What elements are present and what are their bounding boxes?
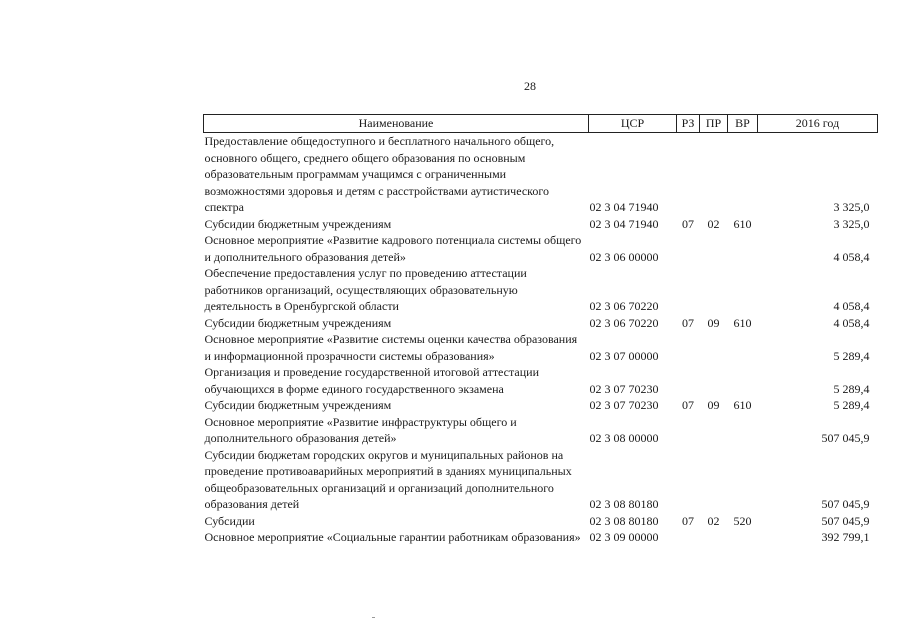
row-pr: 02 <box>707 513 720 528</box>
row-amount: 4 058,4 <box>833 315 870 330</box>
row-name: Основное мероприятие «Развитие инфраструктуры общего и дополнительного образования детей» <box>204 414 517 445</box>
row-pr: 09 <box>707 315 720 330</box>
row-vr <box>728 529 758 546</box>
row-amount: 507 045,9 <box>821 513 870 528</box>
row-rz: 07 <box>682 315 694 330</box>
row-csr: 02 3 08 00000 <box>589 431 659 445</box>
row-name: Основное мероприятие «Развитие кадрового потенциала системы общего и дополнительного образования детей» <box>204 233 582 264</box>
table-row <box>204 133 878 216</box>
row-name: Субсидии <box>204 513 255 528</box>
row-csr: 02 3 09 00000 <box>589 530 659 544</box>
table-header <box>204 115 878 133</box>
row-pr <box>700 364 728 397</box>
row-name: Основное мероприятие «Развитие системы оценки качества образования и информационной прозрачности системы образования» <box>204 332 578 363</box>
row-csr: 02 3 06 70220 <box>589 315 659 330</box>
row-amount: 4 058,4 <box>833 299 870 313</box>
row-vr <box>728 133 758 216</box>
row-amount: 3 325,0 <box>833 200 870 214</box>
table-row <box>204 447 878 513</box>
row-csr: 02 3 04 71940 <box>589 200 659 214</box>
row-rz: 07 <box>682 216 694 231</box>
row-csr: 02 3 07 70230 <box>589 381 659 396</box>
row-csr: 02 3 07 00000 <box>589 348 659 363</box>
row-pr <box>700 414 728 447</box>
row-vr: 610 <box>733 315 752 330</box>
row-vr: 610 <box>733 398 752 412</box>
table-row <box>204 216 878 233</box>
header-vr: ВР <box>728 115 758 133</box>
table-row <box>204 331 878 364</box>
table-row <box>204 232 878 265</box>
row-amount: 507 045,9 <box>821 497 870 511</box>
row-name: Субсидии бюджетным учреждениям <box>204 216 392 231</box>
row-csr: 02 3 04 71940 <box>589 216 659 231</box>
row-amount: 5 289,4 <box>833 381 870 396</box>
header-pr: ПР <box>700 115 728 133</box>
header-rz: РЗ <box>677 115 700 133</box>
table-row <box>204 265 878 315</box>
row-vr <box>728 414 758 447</box>
table-row <box>204 529 878 546</box>
table-body <box>204 133 878 546</box>
row-pr <box>700 265 728 315</box>
row-rz: 07 <box>682 513 694 528</box>
row-name: Организация и проведение государственной итоговой аттестации обучающихся в форме единого государственного экзамена <box>204 365 539 396</box>
page-number: 28 <box>524 79 536 93</box>
row-vr: 520 <box>733 513 752 528</box>
row-amount: 4 058,4 <box>833 249 870 264</box>
row-rz <box>677 447 700 513</box>
row-rz: 07 <box>682 398 694 412</box>
row-amount: 507 045,9 <box>821 431 870 445</box>
row-csr: 02 3 08 80180 <box>589 497 659 511</box>
table-row <box>204 397 878 414</box>
row-csr: 02 3 06 70220 <box>589 299 659 313</box>
row-vr <box>728 364 758 397</box>
row-rz <box>677 265 700 315</box>
row-amount: 392 799,1 <box>821 530 870 544</box>
row-csr: 02 3 08 80180 <box>589 513 659 528</box>
row-name: Предоставление общедоступного и бесплатного начального общего, основного общего, среднего общего образования по основным образовательным программам учащимся с ограниченными возможностями здоровья и детям с расстройствами аутистического спектра <box>204 134 555 214</box>
table-row <box>204 364 878 397</box>
row-rz <box>677 364 700 397</box>
row-rz <box>677 529 700 546</box>
row-vr <box>728 232 758 265</box>
row-pr <box>700 232 728 265</box>
header-name: Наименование <box>204 115 589 133</box>
row-vr <box>728 331 758 364</box>
header-row <box>204 115 878 133</box>
row-vr <box>728 447 758 513</box>
header-amount: 2016 год <box>758 115 878 133</box>
row-pr <box>700 529 728 546</box>
row-vr: 610 <box>733 216 752 231</box>
row-vr <box>728 265 758 315</box>
table-row <box>204 414 878 447</box>
header-csr: ЦСР <box>589 115 677 133</box>
row-amount: 3 325,0 <box>833 216 870 231</box>
row-rz <box>677 331 700 364</box>
table-row <box>204 513 878 530</box>
row-rz <box>677 133 700 216</box>
row-name: Субсидии бюджетным учреждениям <box>204 398 392 412</box>
row-pr <box>700 133 728 216</box>
budget-table <box>203 114 878 546</box>
scan-mark <box>372 617 375 618</box>
row-rz <box>677 414 700 447</box>
row-amount: 5 289,4 <box>833 398 870 412</box>
row-csr: 02 3 07 70230 <box>589 398 659 412</box>
row-name: Субсидии бюджетам городских округов и муниципальных районов на проведение противоаварийных мероприятий в зданиях муниципальных общеобразовательных организаций и организаций дополнительного образования детей <box>204 447 572 511</box>
row-name: Субсидии бюджетным учреждениям <box>204 315 392 330</box>
row-amount: 5 289,4 <box>833 348 870 363</box>
row-pr: 02 <box>707 216 720 231</box>
row-name: Основное мероприятие «Социальные гарантии работникам образования» <box>204 530 581 544</box>
row-rz <box>677 232 700 265</box>
row-pr <box>700 447 728 513</box>
row-csr: 02 3 06 00000 <box>589 249 659 264</box>
table-row <box>204 315 878 332</box>
row-pr: 09 <box>707 398 720 412</box>
row-name: Обеспечение предоставления услуг по проведению аттестации работников организаций, осуществляющих образовательную деятельность в Оренбургской области <box>204 266 527 313</box>
row-pr <box>700 331 728 364</box>
